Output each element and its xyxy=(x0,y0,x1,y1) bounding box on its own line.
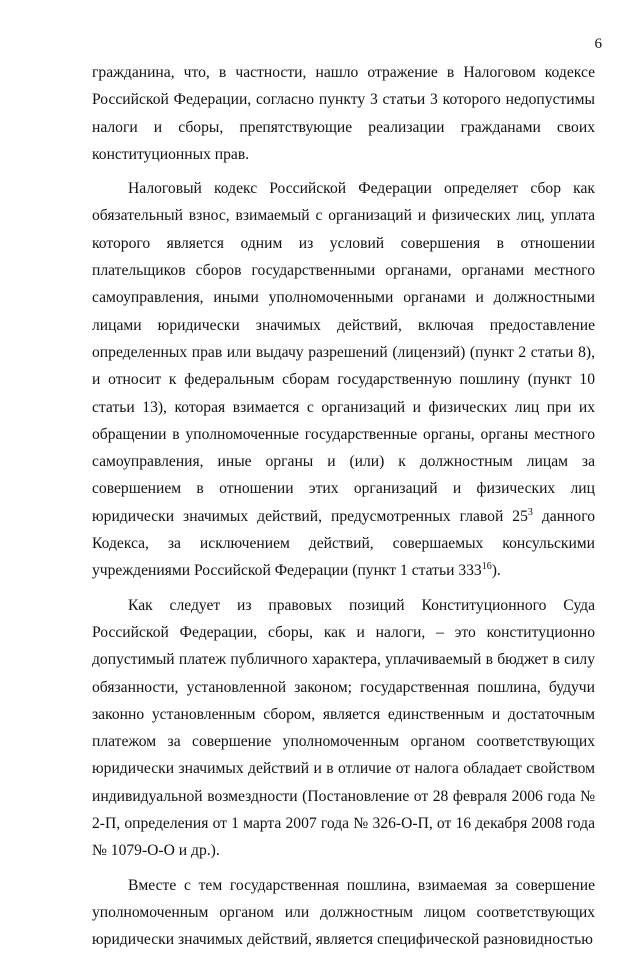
paragraph-state-duty: Вместе с тем государственная пошлина, взимаемая за совершение уполномоченным органом или должностным лицом соответствующих юридически значимых действий, является специфической разновидностью xyxy=(92,876,595,949)
page-number: 6 xyxy=(594,36,602,52)
superscript: 16 xyxy=(481,561,492,573)
document-body xyxy=(92,59,595,954)
paragraph-text: ). xyxy=(491,562,501,580)
paragraph-text: данного Кодекса, за исключением действий, совершаемых консульскими учреждениями Российской Федерации (пункт 1 статьи 333 xyxy=(92,507,596,580)
paragraph-constitutional-court: Как следует из правовых позиций Конституционного Суда Российской Федерации, сборы, как и налоги, – это конституционно допустимый платеж публичного характера, уплачиваемый в бюджет в силу обязанности, установленной законом; государственная пошлина, будучи законно установленным сбором, является единственным и достаточным платежом за совершение уполномоченным органом соответствующих юридически значимых действий и в отличие от налога обладает свойством индивидуальной возмездности (Постановление от 28 февраля 2006 года № 2-П, определения от 1 марта 2007 года № 326-О-П, от 16 декабря 2008 года № 1079-О-О и др.). xyxy=(92,596,595,860)
paragraph-tax-code-fee xyxy=(92,175,595,584)
paragraph-text: Налоговый кодекс Российской Федерации определяет сбор как обязательный взнос, взимаемый с организаций и физических лиц, уплата которого является одним из условий совершения в отношении плательщиков сборов государственными органами, органами местного самоуправления, иными уполномоченными органами и должностными лицами юридически значимых действий, включая предоставление определенных прав или выдачу разрешений (лицензий) (пункт 2 статьи 8), и относит к федеральным сборам государственную пошлину (пункт 10 статьи 13), которая взимается с организаций и физических лиц при их обращении в уполномоченные государственные органы, органы местного самоуправления, иные органы и (или) к должностным лицам за совершением в отношении этих организаций и физических лиц юридически значимых действий, предусмотренных главой 25 xyxy=(92,180,595,525)
paragraph-continuation: гражданина, что, в частности, нашло отражение в Налоговом кодексе Российской Федерации, согласно пункту 3 статьи 3 которого недопустимы налоги и сборы, препятствующие реализации гражданами своих конституционных прав. xyxy=(92,64,595,163)
superscript: 3 xyxy=(527,506,533,518)
